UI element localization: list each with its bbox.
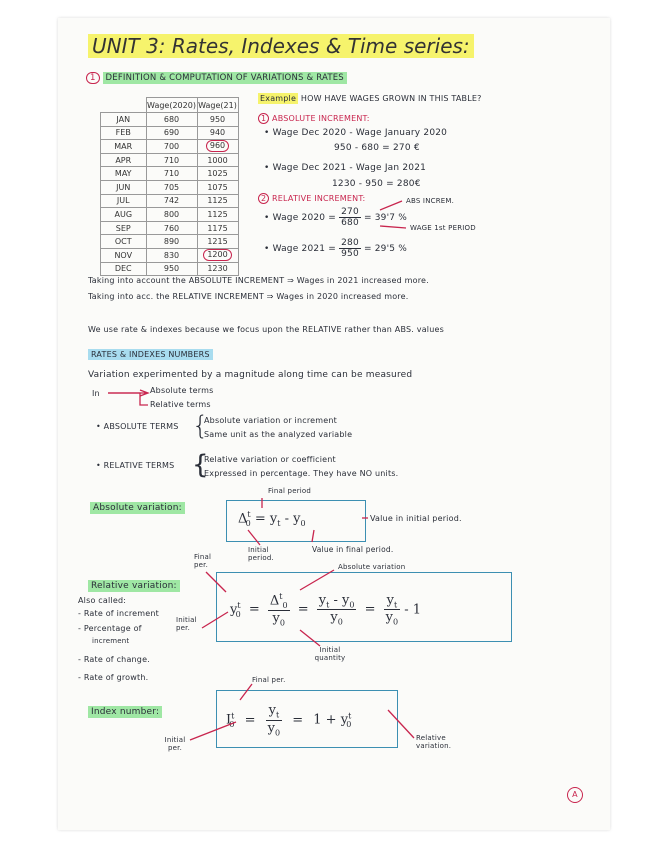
also-called: Also called: [78, 596, 127, 605]
alt-name: - Percentage of [78, 624, 142, 633]
initial-per-note: Initial per. [176, 616, 197, 632]
relative-variation-formula: $y^t_0$ = $\frac{\Delta^t_0}{y_0}$ = $\frac{y_t - y_0}{y_0}$ = $\frac{y_t}{y_0}$ - 1 [230, 592, 422, 628]
rel-line2: • Wage 2021 = $\frac{280}{950}$ = 29'5 % [264, 238, 408, 259]
circled-value: 960 [206, 140, 229, 152]
wage2020-cell: 700 [146, 140, 197, 154]
month-cell: JUL [101, 194, 147, 208]
initial-period-note: Initial period. [248, 546, 274, 562]
alt-name: - Rate of increment [78, 609, 160, 618]
fraction: $\frac{280}{950}$ [341, 238, 359, 259]
arrow-icon [206, 572, 226, 592]
rel-terms-desc1: Relative variation or coefficient [204, 455, 336, 464]
abs-line1: • Wage Dec 2020 - Wage January 2020 [264, 128, 448, 138]
absolute-variation-formula: $\Delta^t_0 = y_t - y_0$ [238, 510, 306, 528]
arrow-icon [300, 630, 320, 646]
arrow-icon [240, 684, 252, 700]
wage2021-cell: 1000 [197, 153, 238, 167]
section1-number: 1 [86, 72, 100, 84]
absolute-terms-option: Absolute terms [150, 386, 214, 395]
abs-terms-bullet: • ABSOLUTE TERMS [96, 422, 179, 431]
wage2021-cell: 1025 [197, 167, 238, 181]
month-cell: OCT [101, 235, 147, 249]
relative-terms-option: Relative terms [150, 400, 211, 409]
wage2020-cell: 760 [146, 221, 197, 235]
wage2021-cell: 1125 [197, 194, 238, 208]
month-cell: AUG [101, 208, 147, 222]
conclusion-reason: We use rate & indexes because we focus upon the RELATIVE rather than ABS. values [88, 325, 444, 334]
variation-intro: Variation experimented by a magnitude along time can be measured [88, 370, 413, 380]
abs-line2: • Wage Dec 2021 - Wage Jan 2021 [264, 163, 427, 173]
abs-terms-desc2: Same unit as the analyzed variable [204, 430, 353, 439]
wage2020-cell: 710 [146, 153, 197, 167]
alt-name: - Rate of change. [78, 655, 150, 664]
final-period-note: Final period [268, 487, 312, 495]
alt-name: - Rate of growth. [78, 673, 149, 682]
rel-terms-bullet: • RELATIVE TERMS [96, 461, 175, 470]
absolute-variation-label: Absolute variation: [90, 502, 185, 514]
index-number-label: Index number: [88, 706, 162, 718]
section1-title: DEFINITION & COMPUTATION OF VARIATIONS & RATES [103, 72, 347, 84]
arrow-icon [248, 530, 260, 545]
index-final-per-note: Final per. [252, 676, 286, 684]
abs-increment-heading: 1 ABSOLUTE INCREMENT: [258, 114, 370, 123]
month-cell: NOV [101, 248, 147, 262]
arrow-icon [190, 722, 236, 740]
relative-variation-label: Relative variation: [88, 580, 180, 592]
arrow-icon [380, 201, 402, 210]
wage2020-cell: 890 [146, 235, 197, 249]
section2-heading: RATES & INDEXES NUMBERS [88, 349, 213, 360]
wage2021-cell: 940 [197, 126, 238, 140]
wage2020-cell: 690 [146, 126, 197, 140]
wage2021-cell: 1215 [197, 235, 238, 249]
arrow-icon [380, 226, 406, 228]
wage2021-cell: 1075 [197, 180, 238, 194]
table-header: Wage(21) [197, 98, 238, 113]
wage2020-cell: 680 [146, 113, 197, 127]
circled-value: 1200 [203, 249, 231, 261]
month-cell: JUN [101, 180, 147, 194]
wage2020-cell: 830 [146, 248, 197, 262]
wage2020-cell: 705 [146, 180, 197, 194]
month-cell: MAY [101, 167, 147, 181]
arrow-icon [300, 570, 334, 590]
wage2021-cell: 950 [197, 113, 238, 127]
index-number-formula: $I^t_0$ = $\frac{y_t}{y_0}$ = $1 + y^t_0$ [226, 703, 352, 738]
month-cell: DEC [101, 262, 147, 276]
month-cell: FEB [101, 126, 147, 140]
note-wage-first-period: WAGE 1st PERIOD [410, 224, 476, 232]
value-final-note: Value in final period. [312, 545, 394, 554]
wage2021-cell: 1125 [197, 208, 238, 222]
wage2021-cell: 1230 [197, 262, 238, 276]
arrow-icon [388, 710, 414, 738]
table-header: Wage(2020) [146, 98, 197, 113]
fraction: $\frac{270}{680}$ [341, 207, 359, 228]
wage2020-cell: 742 [146, 194, 197, 208]
alt-name: increment [92, 637, 130, 645]
example-question: HOW HAVE WAGES GROWN IN THIS TABLE? [300, 94, 482, 103]
rel-increment-heading: 2 RELATIVE INCREMENT: [258, 194, 365, 203]
conclusion-relative: Taking into acc. the RELATIVE INCREMENT ⇒ Wages in 2020 increased more. [88, 292, 409, 301]
month-cell: JAN [101, 113, 147, 127]
variation-in: In [92, 389, 100, 398]
example-label: Example [260, 94, 297, 103]
page-mark-badge: A [567, 787, 583, 803]
arrow-icon [312, 530, 314, 542]
wage2020-cell: 800 [146, 208, 197, 222]
month-cell: SEP [101, 221, 147, 235]
wage2020-cell: 950 [146, 262, 197, 276]
brace-icon: { [192, 411, 209, 441]
abs-calc2: 1230 - 950 = 280€ [332, 179, 421, 189]
index-initial-per-note: Initial per. [164, 736, 186, 752]
abs-terms-desc1: Absolute variation or increment [204, 416, 338, 425]
absolute-variation-note: Absolute variation [338, 563, 406, 571]
initial-quantity-note: Initial quantity [314, 646, 346, 662]
index-relative-variation-note: Relative variation. [416, 734, 452, 750]
abs-calc1: 950 - 680 = 270 € [334, 143, 420, 153]
rel-line1: • Wage 2020 = $\frac{270}{680}$ = 39'7 % [264, 207, 408, 228]
wage2020-cell: 710 [146, 167, 197, 181]
rel-terms-desc2: Expressed in percentage. They have NO units. [204, 469, 399, 478]
month-cell: APR [101, 153, 147, 167]
wage2021-cell: 1175 [197, 221, 238, 235]
value-initial-note: Value in initial period. [370, 514, 462, 523]
arrow-icon [202, 612, 228, 628]
note-abs-increm: ABS INCREM. [406, 197, 455, 205]
page-title: UNIT 3: Rates, Indexes & Time series: [88, 34, 474, 58]
brace-icon: { [192, 450, 209, 480]
conclusion-absolute: Taking into account the ABSOLUTE INCREMENT ⇒ Wages in 2021 increased more. [88, 276, 429, 285]
final-per-note: Final per. [194, 553, 212, 569]
month-cell: MAR [101, 140, 147, 154]
